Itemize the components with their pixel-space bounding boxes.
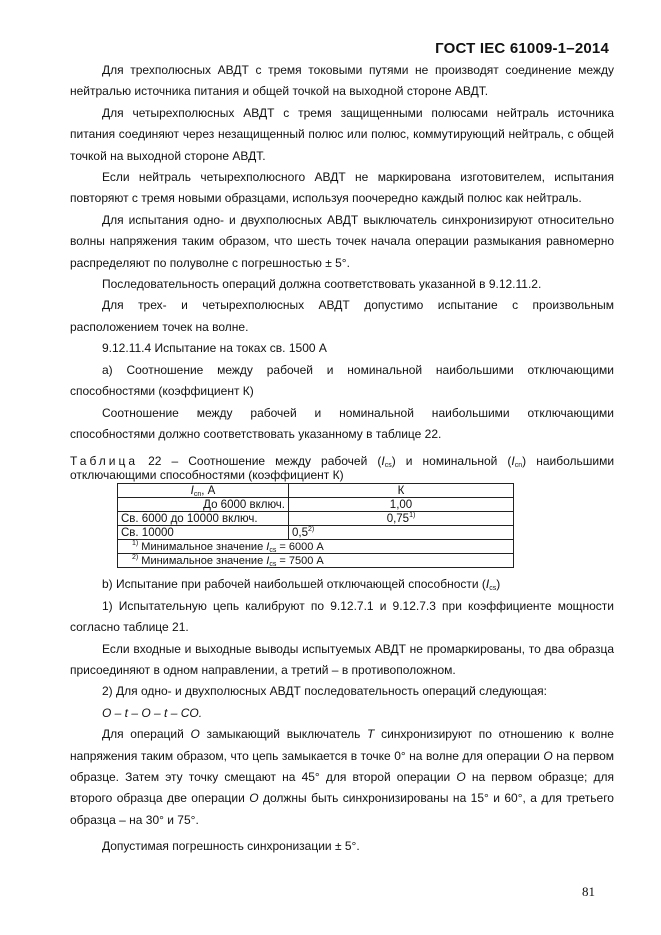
table-header-row — [118, 484, 514, 498]
table-note-row — [118, 554, 514, 568]
k-cell: 0,75$^{1)}$ — [289, 512, 514, 526]
section-b-heading: b) Испытание при рабочей наибольшей отключающей способности $(I_{cs})$ — [102, 577, 501, 593]
ratio-table — [117, 483, 514, 568]
header-cell-current: $I_{cn}$, А — [118, 484, 289, 498]
range-cell: Св. 10000 — [118, 526, 289, 540]
range-cell: Св. 6000 до 10000 включ. — [118, 512, 289, 526]
paragraph: Для трехполюсных АВДТ с тремя токовыми путями не производят соединение между нейтралью источника питания и общей точкой на выходной стороне АВДТ. — [70, 63, 614, 99]
k-cell: 0,5$^{2)}$ — [289, 526, 514, 540]
paragraph: Соотношение между рабочей и номинальной наибольшими отключающими способностями должно соответствовать указанному в таблице 22. — [70, 405, 614, 441]
table-caption-label: Таблица — [70, 454, 139, 469]
table-row — [118, 526, 514, 540]
paragraph: Последовательность операций должна соответствовать указанной в 9.12.11.2. — [102, 277, 542, 292]
header-cell-k: К — [289, 484, 514, 498]
paragraph: 1) Испытательную цепь калибруют по 9.12.7.1 и 9.12.7.3 при коэффициенте мощности согласно таблице 21. — [70, 598, 614, 635]
paragraph: Допустимая погрешность синхронизации ± 5°. — [102, 839, 360, 854]
paragraph: Если нейтраль четырехполюсного АВДТ не маркирована изготовителем, испытания повторяют с тремя новыми образцами, используя поочередно каждый полюс как нейтраль. — [70, 170, 614, 206]
page-content — [70, 60, 614, 858]
paragraph: Для испытания одно- и двухполюсных АВДТ выключатель синхронизируют относительно волны напряжения таким образом, что шесть точек начала операции размыкания равномерно распределяют по полуволне с погрешностью ± 5°. — [70, 212, 614, 270]
footnote-mark: 2) — [308, 525, 315, 533]
page-number: 81 — [582, 884, 595, 899]
document-header: ГОСТ IEC 61009-1–2014 — [435, 40, 609, 57]
table-row — [118, 512, 514, 526]
paragraph: Для четырехполюсных АВДТ с тремя защищенными полюсами нейтраль источника питания соединяют через незащищенный полюс или полюс, коммутирующий нейтраль, с общей точкой на выходной стороне АВДТ. — [70, 105, 614, 163]
table-note: $^{2)}$ Минимальное значение $I_{cs} = 7500$ А — [118, 554, 514, 568]
operation-sequence: O – t – O – t – CO. — [102, 705, 203, 720]
k-cell: 1,00 — [289, 498, 514, 512]
range-cell: До 6000 включ. — [118, 498, 289, 512]
paragraph: Для трех- и четырехполюсных АВДТ допустимо испытание с произвольным расположением точек на волне. — [70, 298, 614, 334]
paragraph: а) Соотношение между рабочей и номинальной наибольшими отключающими способностями (коэффициент К) — [70, 362, 614, 399]
footnote-mark: 1) — [409, 511, 416, 519]
section-heading: 9.12.11.4 Испытание на токах св. 1500 А — [102, 341, 327, 356]
paragraph: 2) Для одно- и двухполюсных АВДТ последовательность операций следующая: — [102, 684, 547, 699]
table-note-row — [118, 540, 514, 554]
sync-paragraph: Для операций O замыкающий выключатель T синхронизируют по отношению к волне напряжения таким образом, что цепь замыкается в точке 0° на волне для операции O на первом образце. Затем эту точку смещают на 45° для второй операции O на первом образце; для второго образца две операции O должны быть синхронизированы на 15° и 60°, а для третьего образца – на 30° и 75°. — [70, 727, 614, 827]
table-note: $^{1)}$ Минимальное значение $I_{cs} = 6000$ А — [118, 540, 514, 554]
paragraph: Если входные и выходные выводы испытуемых АВДТ не промаркированы, то два образца присоединяют в одном направлении, а третий – в противоположном. — [70, 641, 614, 677]
table-row — [118, 498, 514, 512]
table-caption: Таблица 22 – Соотношение между рабочей $(I_{cs})$ и номинальной $(I_{cn})$ наибольшими отключающими способностями (коэффициент К) — [70, 454, 615, 482]
